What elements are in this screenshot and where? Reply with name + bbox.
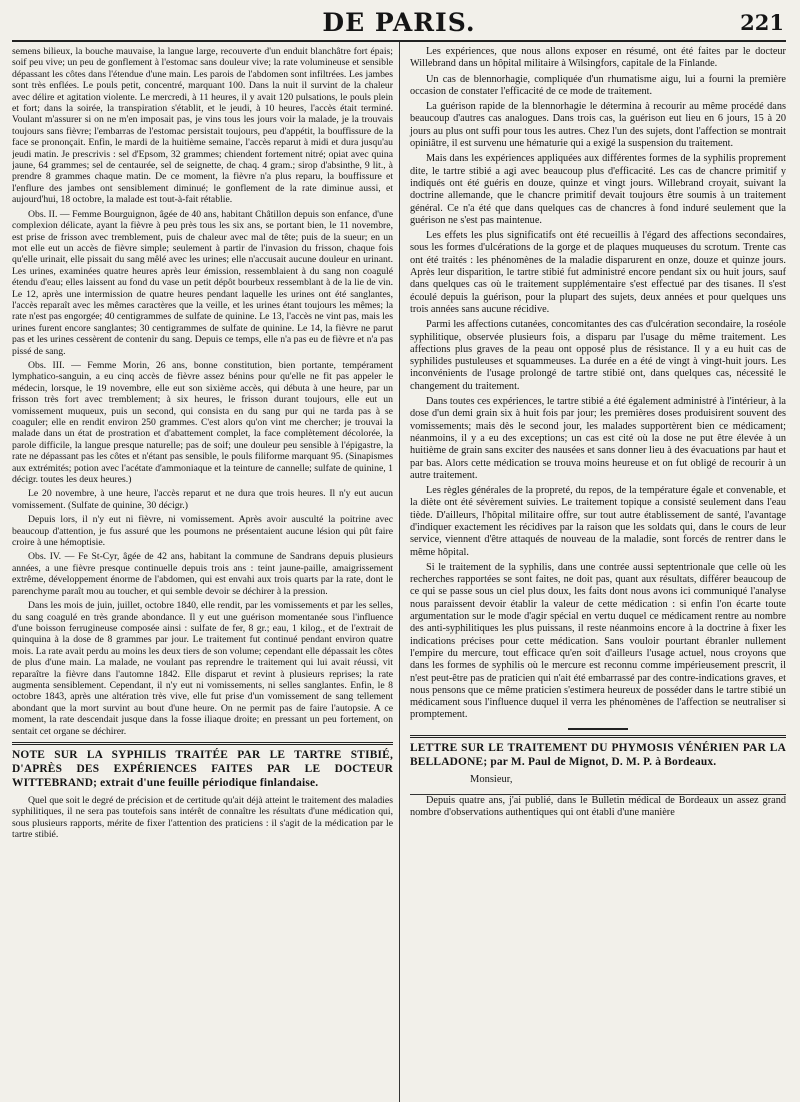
continuation-paragraph: semens bilieux, la bouche mauvaise, la langue large, recouverte d'un enduit blanchâtre fort épais; soif peu vive; un peu de gonflement à l'estomac sans douleur vive; la rate volumineuse et sensible dépassant les côtes dans l'étendue d'une main. Les parois de l'abdomen sont infiltrées. Les jambes sont très enflées. Le pouls petit, concentré, marquant 100. Dans la nuit il survint de la chaleur avec délire et agitation violente. Le mercredi, à 11 heures, il y avait 120 pulsations, le pouls plein et fort; dans la soirée, la transpiration s'établit, et le jeudi, à 10 heures, l'accès était terminé. Voulant m'assurer si on ne m'en imposait pas, je vins tous les jours voir la malade, je la trouvais toujours sans fièvre; l'embarras de l'estomac persistait toujours, peu d'appétit, la bouffissure de la face se prononçait. Enfin, le mardi de la huitième semaine, l'accès reparut à midi et dura jusqu'au jeudi matin. Je prescrivis : sel d'Epsom, 32 grammes; chiendent fortement nitré; opiat avec quina jaune, 64 grammes; sel de centaurée, sel de seignette, de chaq. 4 gram.; sirop d'absinthe, 9 lit., à prendre 8 grammes chaque matin. De ce moment, la fièvre n'a plus reparu, la bouffissure et l'enflure des jambes ont sensiblement diminué; le gonflement de la rate diminue aussi, et aujourd'hui, 18 octobre, la malade est tout-à-fait rétablie. — [12, 46, 393, 206]
letter-salutation: Monsieur, — [470, 773, 513, 785]
note-paragraph-3: La guérison rapide de la blennorhagie le détermina à recourir au même procédé dans beaucoup d'autres cas analogues. Dans trois cas, la guérison eut lieu en 6 jours, 15 à 20 jours au plus ont suffi pour tous les autres. Chez l'un des sujets, dont l'affection se montrait opiniâtre, il est survenu une hématurie qui a exigé la suspension du traitement. — [410, 101, 786, 150]
note-paragraph-2: Un cas de blennorhagie, compliquée d'un rhumatisme aigu, lui a fourni la première occasion de constater l'efficacité de ce mode de traitement. — [410, 73, 786, 97]
observation-4: Obs. IV. — Fe St-Cyr, âgée de 42 ans, habitant la commune de Sandrans depuis plusieurs années, a une fièvre presque continuelle depuis trois ans : teint jaune-paille, amaigrissement extrême, développement énorme de l'abdomen, qui est envahi aux trois quarts par la rate, dont le parenchyme paraît mou au toucher, et qui semble devoir se déchirer à la pression. — [12, 551, 393, 597]
letter-paragraph-1: Depuis quatre ans, j'ai publié, dans le Bulletin médical de Bordeaux un assez grand nombre d'observations authentiques qui ont établi d'une manière — [410, 795, 786, 819]
observation-2: Obs. II. — Femme Bourguignon, âgée de 40 ans, habitant Châtillon depuis son enfance, d'une complexion délicate, ayant la fièvre à peu près tous les six ans, se portant bien, le 11 novembre, est prise de frisson avec tremblement, puis de chaleur avec mal de tête; puis de la sueur; en un mot elle eut un accès de fièvre simple; seulement à partir de l'invasion du frisson, chaque fois qu'elle urinait, elle pissait du sang mêlé avec les urines; elle n'accusait aucune douleur en urinant. Les urines, examinées quatre heures après leur émission, ressemblaient à du sang non coagulé étendu d'eau; elles laissent au fond du vase un petit dépôt bourbeux ressemblant à de la lie de vin. Le 12, après une intermission de quatre heures pendant laquelle les urines ont été sanglantes, l'accès reparaît avec les mêmes caractères que la veille, et les urines étant toujours les mêmes; la rate n'est pas engorgée; 40 centigrammes de sulfate de quinine. Le 13, l'accès ne vint pas, mais les urines furent encore sanglantes; 30 centigrammes de sulfate de quinine. Le 14, la fièvre ne parut pas et les urines cessèrent de contenir du sang. Depuis ce temps, elle n'a pas eu de fièvre et n'a pas pissé de sang. — [12, 208, 393, 357]
paragraph-mois: Dans les mois de juin, juillet, octobre 1840, elle rendit, par les vomissements et par les selles, du sang coagulé en très grande abondance. Il y eut une guérison momentanée sous l'influence d'une boisson ferrugineuse composée ainsi : sulfate de fer, 8 gr.; eau, 1 kilog., et de l'extrait de quinquina à la dose de 8 grammes par jour. Le traitement fut continué pendant environ quatre mois. La rate avait perdu au moins les deux tiers de son volume; cependant elle dépassait les côtes de plus d'une main. La malade, ne voulant pas reprendre le traitement qui lui avait réussi, vit reparaître la fièvre dans l'automne 1842. Elle disparut et revint à plusieurs reprises; la rate augmenta sensiblement. Cependant, il n'y eut ni vomissements, ni selles sanglantes. Enfin, le 8 octobre 1843, après une altération très vive, elle fut prise d'un vomissement de sang tellement abondant que la mort survint au bout d'une heure. On ne permit pas de faire l'autopsie. A ce moment, la rate descendait jusque dans la fosse iliaque droite; en pressant un peu fortement, on sentait cet organe se déchirer. — [12, 600, 393, 737]
note-paragraph-9: Si le traitement de la syphilis, dans une contrée aussi septentrionale que celle où les recherches rapportées se sont faites, ne doit pas, quant aux résultats, différer beaucoup de ce qui se passe sous un ciel plus doux, les faits dont nous avons ici communiqué l'analyse nous paraissent devoir établir la valeur de cette médication : si enfin l'on écarte toute argumentation sur le mode d'agir spécial en vertu duquel ce médicament rentre au nombre des anti-syphilitiques les plus puissans, il reste néanmoins encore à la doctrine à fixer les indications précises pour cette médication. Sans vouloir pourtant ébranler nullement l'empire du mercure, tout efficace qu'en soit d'ailleurs l'usage actuel, nous croyons que dans les formes de syphilis où le mercure est reconnu comme impérieusement prescrit, il n'est peut-être pas de praticien qui n'ait été embarrassé par des contre-indications graves, et nous pensons que ce même praticien s'estimera heureux de posséder dans le tartre stibié un médicament sous l'influence duquel il verra les phénomènes de l'affection se neutraliser si promptement. — [410, 561, 786, 721]
note-paragraph-8: Les règles générales de la propreté, du repos, de la température égale et convenable, et la diète ont été sévèrement suivies. Le traitement topique a consisté seulement dans l'eau tiède. D'ailleurs, l'hôpital militaire offre, sur tout autre établissement de santé, l'avantage d'indiquer exactement les récidives par la raison que les soldats qui, dans le cours de leur service, viennent d'être attaqués de nouveau de la maladie, sont forcés de rentrer dans le même hôpital. — [410, 485, 786, 558]
left-column — [12, 42, 400, 1102]
note-intro-paragraph: Quel que soit le degré de précision et de certitude qu'ait déjà atteint le traitement des maladies syphilitiques, il ne sera pas toutefois sans intérêt de connaître les résultats d'une médication qui, sous plusieurs rapports, mérite de fixer l'attention des praticiens : il s'agit de la médication par le tartre stibié. — [12, 794, 393, 841]
text-columns — [12, 42, 786, 1102]
letter-heading: LETTRE SUR LE TRAITEMENT DU PHYMOSIS VÉNÉRIEN PAR LA BELLADONE; par M. Paul de Mignot, D. M. P. à Bordeaux. — [410, 741, 786, 768]
section-divider — [410, 735, 786, 738]
note-paragraph-6: Parmi les affections cutanées, concomitantes des cas d'ulcération secondaire, la roséole syphilitique, observée plusieurs fois, a disparu par l'usage du même traitement. Les affections plus graves de la peau ont opposé plus de résistance. Il y a eu huit cas de syphilides pustuleuses et squammeuses. La durée en a été de vingt à vingt-huit jours. Les inconvénients de l'usage prolongé de tartre stibié ont, dans quelques cas, nécessité le changement du traitement. — [410, 319, 786, 392]
note-heading: NOTE SUR LA SYPHILIS TRAITÉE PAR LE TARTRE STIBIÉ, D'APRÈS DES EXPÉRIENCES FAITES PAR LE DOCTEUR WITTEBRAND; extrait d'une feuille périodique finlandaise. — [12, 748, 393, 789]
page-header — [12, 6, 786, 42]
section-divider — [12, 742, 393, 745]
paragraph-20-novembre: Le 20 novembre, à une heure, l'accès reparut et ne dura que trois heures. Il n'y eut aucun vomissement. (Sulfate de quinine, 30 décigr.) — [12, 488, 393, 511]
header-title: DE PARIS. — [322, 8, 476, 37]
note-paragraph-7: Dans toutes ces expériences, le tartre stibié a été également administré à l'intérieur, à la dose d'un demi grain six à huit fois par jour; les premières doses produisirent souvent des vomissements; mais dès le second jour, les malades supportèrent bien ce médicament; néanmoins, il y a eu des exceptions; un cas est cité où la dose ne put être élevée à un huitième de grain sans exciter des nausées et sans donner lieu à des évacuations par haut et par bas. Alors cette médication se trouva moins heureuse et on fut obligé de recourir à un autre traitement. — [410, 396, 786, 481]
note-paragraph-4: Mais dans les expériences appliquées aux différentes formes de la syphilis proprement dite, le tartre stibié a agi avec beaucoup plus d'efficacité. Les cas de chancre primitif y indiqués ont été guéris en douze, quinze et vingt jours. Willebrand croyait, suivant la doctrine allemande, que le chancre primitif devait toujours être soumis à un traitement général. Ce n'a été que dans quelques cas de chancres à fond induré seulement que la guérison ne s'est pas maintenue. — [410, 153, 786, 226]
note-paragraph-1: Les expériences, que nous allons exposer en résumé, ont été faites par le docteur Willebrand dans un hôpital militaire à Wilsingfors, capitale de la Finlande. — [410, 46, 786, 70]
note-paragraph-5: Les effets les plus significatifs ont été recueillis à l'égard des affections secondaires, sous les formes d'ulcérations de la gorge et de plaques muqueuses du scrotum. Trente cas ont été traités : les phénomènes de la maladie disparurent en onze, douze et quinze jours. Après leur disparition, le tartre stibié fut administré encore pendant six ou huit jours, sauf dans quelques cas où le traitement supplémentaire s'est effectué par des tisanes. Il s'est écoulé depuis la guérison, pour la plupart des sujets, deux années et pour quelques uns trois années sans aucune récidive. — [410, 230, 786, 315]
page-number: 221 — [740, 10, 784, 35]
observation-3: Obs. III. — Femme Morin, 26 ans, bonne constitution, bien portante, tempérament lymphatico-sanguin, a eu cinq accès de fièvre assez bénins pour qu'elle ne fit pas appeler le médecin, lorsque, le 19 novembre, elle eut son sixième accès, qui débuta à une heure, par un frisson très fort avec tremblement; à six heures, le frisson durant toujours, elle eut un vomissement muqueux, puis un second, qui consista en du sang pur qui ne tarda pas à se coaguler; elle en rendit environ 250 grammes. C'est alors qu'on vint me chercher; je trouvai la malade dans un état de prostration et d'abattement complet, la face complètement décolorée, la parole difficile, la langue presque naturelle; pas de soif; une douleur peu sensible à l'épigastre, la rate ne dépassant pas les côtes et n'étant pas sensible, le pouls filiforme marquant 95. (Sinapismes aux extrémités; potion avec l'acétate d'ammoniaque et la teinture de cannelle; sulfate de quinine, 1 décigr. toutes les deux heures.) — [12, 359, 393, 486]
right-column — [400, 42, 786, 1102]
short-divider — [568, 728, 628, 730]
paragraph-depuis-lors: Depuis lors, il n'y eut ni fièvre, ni vomissement. Après avoir ausculté la poitrine avec beaucoup d'attention, je fus assuré que les poumons ne présentaient aucune lésion qui pût faire croire à une hémoptisie. — [12, 514, 393, 549]
